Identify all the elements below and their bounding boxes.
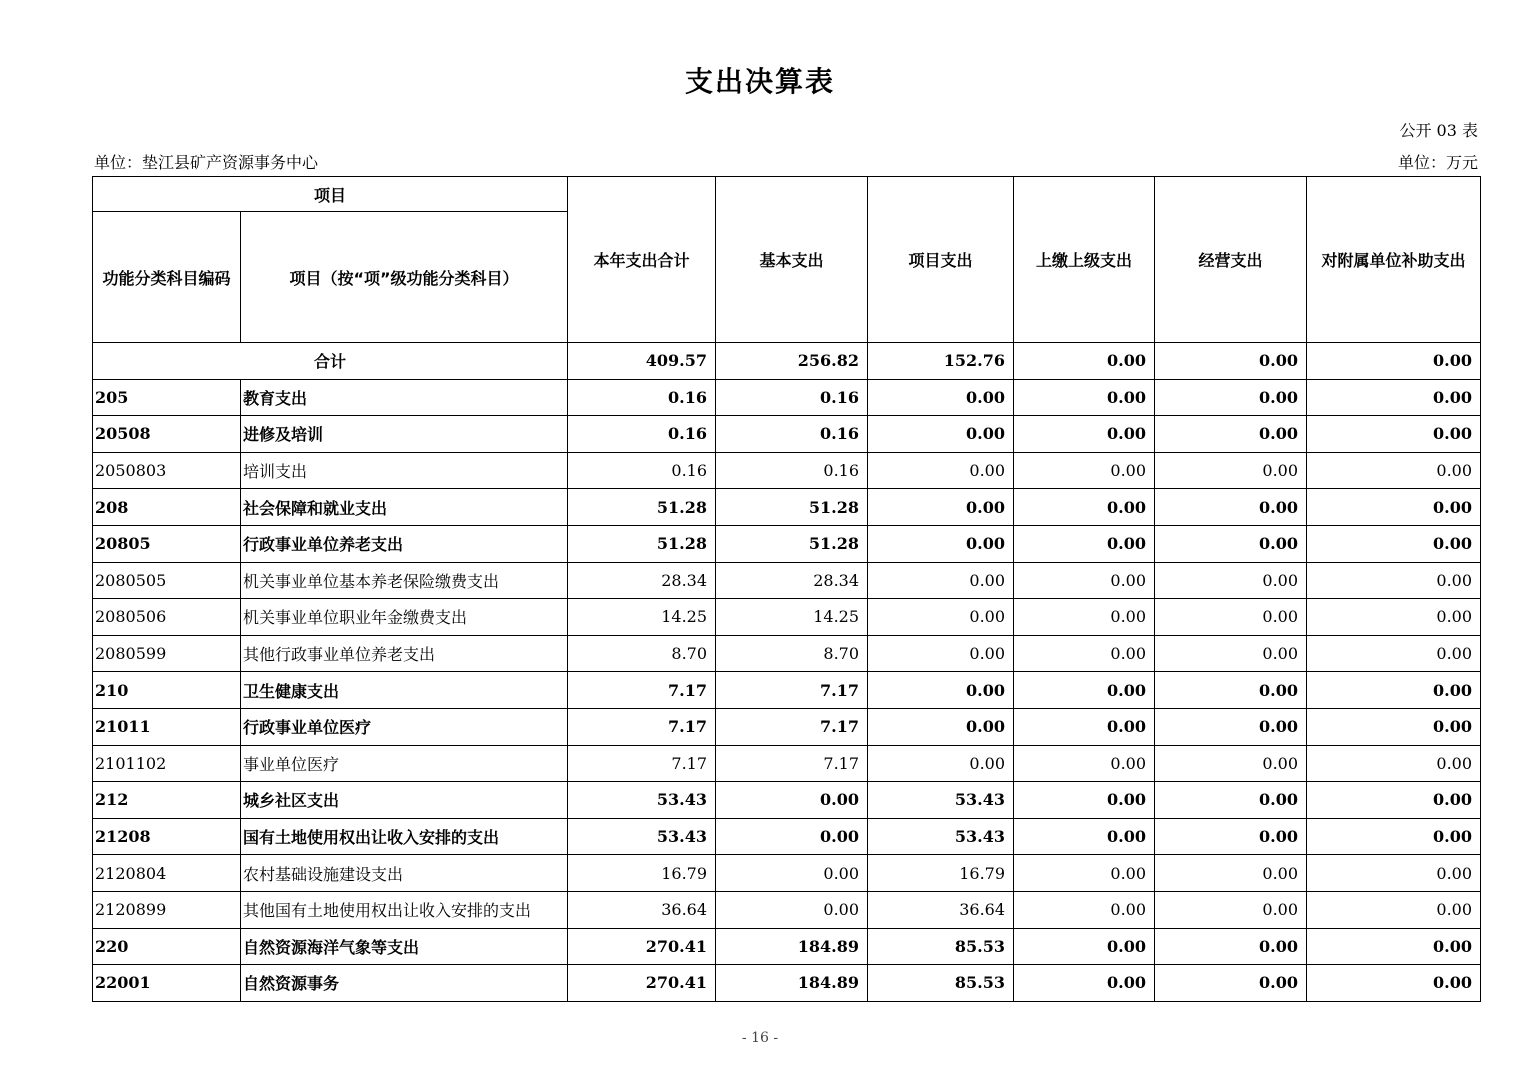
- row-value: 16.79: [568, 855, 716, 892]
- row-value: 0.00: [1155, 855, 1307, 892]
- row-value: 0.00: [1155, 965, 1307, 1002]
- row-value: 0.16: [716, 379, 868, 416]
- row-value: 0.00: [716, 782, 868, 819]
- table-row: [93, 525, 1481, 562]
- row-name: 其他国有土地使用权出让收入安排的支出: [241, 891, 568, 928]
- row-code: 212: [93, 782, 241, 819]
- total-value: 152.76: [868, 343, 1014, 380]
- row-value: 184.89: [716, 928, 868, 965]
- row-value: 0.00: [1155, 562, 1307, 599]
- table-row: [93, 379, 1481, 416]
- row-name: 社会保障和就业支出: [241, 489, 568, 526]
- row-value: 0.00: [1014, 855, 1155, 892]
- currency-unit: 单位：万元: [1397, 153, 1478, 172]
- row-value: 0.16: [716, 416, 868, 453]
- row-value: 0.00: [1014, 525, 1155, 562]
- row-value: 0.00: [868, 525, 1014, 562]
- table-row: [93, 782, 1481, 819]
- row-value: 0.16: [568, 379, 716, 416]
- row-value: 0.00: [1307, 562, 1481, 599]
- row-value: 28.34: [716, 562, 868, 599]
- row-value: 0.00: [1307, 672, 1481, 709]
- header-project: 项目: [93, 177, 568, 212]
- row-name: 培训支出: [241, 452, 568, 489]
- table-row: [93, 489, 1481, 526]
- row-name: 其他行政事业单位养老支出: [241, 635, 568, 672]
- row-value: 0.00: [1014, 379, 1155, 416]
- row-value: 0.00: [1014, 745, 1155, 782]
- row-code: 2120899: [93, 891, 241, 928]
- row-value: 0.00: [1155, 672, 1307, 709]
- table-row: [93, 416, 1481, 453]
- row-code: 220: [93, 928, 241, 965]
- table-row: [93, 452, 1481, 489]
- row-value: 0.00: [1307, 635, 1481, 672]
- row-value: 0.16: [568, 452, 716, 489]
- row-value: 0.00: [1014, 635, 1155, 672]
- row-value: 0.00: [868, 562, 1014, 599]
- table-row: [93, 855, 1481, 892]
- row-value: 0.00: [1155, 635, 1307, 672]
- row-value: 0.00: [1155, 745, 1307, 782]
- row-value: 0.00: [1307, 855, 1481, 892]
- table-row: [93, 818, 1481, 855]
- row-value: 7.17: [568, 672, 716, 709]
- row-value: 0.00: [716, 855, 868, 892]
- row-value: 0.00: [1155, 416, 1307, 453]
- table-row: [93, 708, 1481, 745]
- form-number: 公开 03 表: [1399, 121, 1478, 140]
- row-value: 85.53: [868, 965, 1014, 1002]
- row-value: 51.28: [568, 489, 716, 526]
- row-name: 自然资源事务: [241, 965, 568, 1002]
- table-row: [93, 965, 1481, 1002]
- row-value: 0.00: [1307, 965, 1481, 1002]
- table-row: [93, 562, 1481, 599]
- row-value: 270.41: [568, 928, 716, 965]
- row-value: 0.00: [1307, 416, 1481, 453]
- row-value: 0.00: [1307, 782, 1481, 819]
- row-value: 14.25: [568, 599, 716, 636]
- row-name: 农村基础设施建设支出: [241, 855, 568, 892]
- page-title: 支出决算表: [684, 65, 835, 98]
- row-value: 53.43: [568, 818, 716, 855]
- row-value: 184.89: [716, 965, 868, 1002]
- header-col-basic: 基本支出: [716, 177, 868, 343]
- row-value: 7.17: [716, 745, 868, 782]
- total-label: 合计: [93, 343, 568, 380]
- row-value: 28.34: [568, 562, 716, 599]
- row-value: 0.00: [1307, 599, 1481, 636]
- row-value: 16.79: [868, 855, 1014, 892]
- row-value: 51.28: [716, 525, 868, 562]
- row-name: 国有土地使用权出让收入安排的支出: [241, 818, 568, 855]
- row-name: 行政事业单位医疗: [241, 708, 568, 745]
- row-value: 0.00: [1014, 599, 1155, 636]
- total-value: 256.82: [716, 343, 868, 380]
- row-value: 0.00: [1155, 489, 1307, 526]
- row-value: 0.00: [1014, 562, 1155, 599]
- header-name: 项目（按“项”级功能分类科目）: [241, 212, 568, 343]
- row-value: 14.25: [716, 599, 868, 636]
- row-value: 0.00: [1155, 782, 1307, 819]
- table-row: [93, 672, 1481, 709]
- total-value: 409.57: [568, 343, 716, 380]
- row-name: 事业单位医疗: [241, 745, 568, 782]
- row-value: 0.00: [1155, 708, 1307, 745]
- row-name: 机关事业单位职业年金缴费支出: [241, 599, 568, 636]
- row-value: 0.00: [1307, 379, 1481, 416]
- row-name: 卫生健康支出: [241, 672, 568, 709]
- row-value: 0.00: [1155, 599, 1307, 636]
- row-value: 0.00: [1307, 745, 1481, 782]
- header-col-upper: 上缴上级支出: [1014, 177, 1155, 343]
- row-value: 270.41: [568, 965, 716, 1002]
- row-value: 0.16: [568, 416, 716, 453]
- reporting-unit: 单位：垫江县矿产资源事务中心: [94, 153, 319, 172]
- expenditure-table: [92, 176, 1481, 1002]
- total-row: [93, 343, 1481, 380]
- row-value: 0.00: [1014, 928, 1155, 965]
- header-col-total: 本年支出合计: [568, 177, 716, 343]
- row-value: 0.00: [1014, 708, 1155, 745]
- row-value: 0.00: [1014, 489, 1155, 526]
- table-row: [93, 635, 1481, 672]
- row-code: 21208: [93, 818, 241, 855]
- row-value: 7.17: [716, 672, 868, 709]
- row-value: 0.00: [1014, 452, 1155, 489]
- row-name: 城乡社区支出: [241, 782, 568, 819]
- row-code: 2080599: [93, 635, 241, 672]
- row-value: 0.00: [868, 745, 1014, 782]
- table-row: [93, 928, 1481, 965]
- row-value: 0.00: [1307, 708, 1481, 745]
- row-value: 0.00: [1307, 452, 1481, 489]
- row-value: 0.00: [1155, 928, 1307, 965]
- header-col-project: 项目支出: [868, 177, 1014, 343]
- row-value: 0.00: [868, 672, 1014, 709]
- row-value: 0.00: [868, 452, 1014, 489]
- header-code: 功能分类科目编码: [93, 212, 241, 343]
- total-value: 0.00: [1155, 343, 1307, 380]
- row-value: 0.00: [1014, 672, 1155, 709]
- row-value: 0.00: [1307, 818, 1481, 855]
- row-code: 20805: [93, 525, 241, 562]
- row-value: 0.00: [716, 891, 868, 928]
- row-name: 进修及培训: [241, 416, 568, 453]
- row-value: 7.17: [716, 708, 868, 745]
- total-value: 0.00: [1307, 343, 1481, 380]
- row-value: 0.00: [1307, 928, 1481, 965]
- row-value: 51.28: [716, 489, 868, 526]
- table-row: [93, 891, 1481, 928]
- row-value: 0.00: [1014, 416, 1155, 453]
- row-value: 0.00: [868, 416, 1014, 453]
- row-value: 0.00: [868, 379, 1014, 416]
- row-value: 0.00: [868, 635, 1014, 672]
- row-code: 20508: [93, 416, 241, 453]
- row-value: 53.43: [868, 782, 1014, 819]
- row-name: 自然资源海洋气象等支出: [241, 928, 568, 965]
- row-value: 36.64: [568, 891, 716, 928]
- row-value: 0.00: [868, 489, 1014, 526]
- row-value: 7.17: [568, 745, 716, 782]
- row-code: 2080505: [93, 562, 241, 599]
- total-value: 0.00: [1014, 343, 1155, 380]
- row-value: 53.43: [868, 818, 1014, 855]
- row-value: 0.00: [1155, 818, 1307, 855]
- row-value: 0.00: [1307, 891, 1481, 928]
- row-value: 0.00: [1155, 525, 1307, 562]
- row-value: 7.17: [568, 708, 716, 745]
- row-code: 2080506: [93, 599, 241, 636]
- row-value: 0.00: [1307, 525, 1481, 562]
- row-code: 22001: [93, 965, 241, 1002]
- row-code: 21011: [93, 708, 241, 745]
- row-name: 教育支出: [241, 379, 568, 416]
- row-code: 208: [93, 489, 241, 526]
- row-name: 行政事业单位养老支出: [241, 525, 568, 562]
- row-value: 0.00: [1014, 891, 1155, 928]
- row-value: 0.00: [868, 708, 1014, 745]
- row-value: 85.53: [868, 928, 1014, 965]
- row-value: 0.00: [1014, 818, 1155, 855]
- row-code: 2101102: [93, 745, 241, 782]
- table-row: [93, 745, 1481, 782]
- row-code: 210: [93, 672, 241, 709]
- row-code: 2050803: [93, 452, 241, 489]
- header-col-subsidy: 对附属单位补助支出: [1307, 177, 1481, 343]
- row-value: 51.28: [568, 525, 716, 562]
- row-value: 0.00: [1014, 965, 1155, 1002]
- row-value: 8.70: [716, 635, 868, 672]
- table-row: [93, 599, 1481, 636]
- row-value: 0.00: [868, 599, 1014, 636]
- row-name: 机关事业单位基本养老保险缴费支出: [241, 562, 568, 599]
- row-value: 0.00: [1014, 782, 1155, 819]
- row-value: 0.00: [716, 818, 868, 855]
- row-value: 36.64: [868, 891, 1014, 928]
- row-code: 2120804: [93, 855, 241, 892]
- page-number: - 16 -: [741, 1030, 779, 1046]
- row-value: 0.00: [1155, 891, 1307, 928]
- row-value: 0.00: [1307, 489, 1481, 526]
- row-value: 0.16: [716, 452, 868, 489]
- row-code: 205: [93, 379, 241, 416]
- header-col-business: 经营支出: [1155, 177, 1307, 343]
- row-value: 0.00: [1155, 379, 1307, 416]
- row-value: 53.43: [568, 782, 716, 819]
- row-value: 0.00: [1155, 452, 1307, 489]
- row-value: 8.70: [568, 635, 716, 672]
